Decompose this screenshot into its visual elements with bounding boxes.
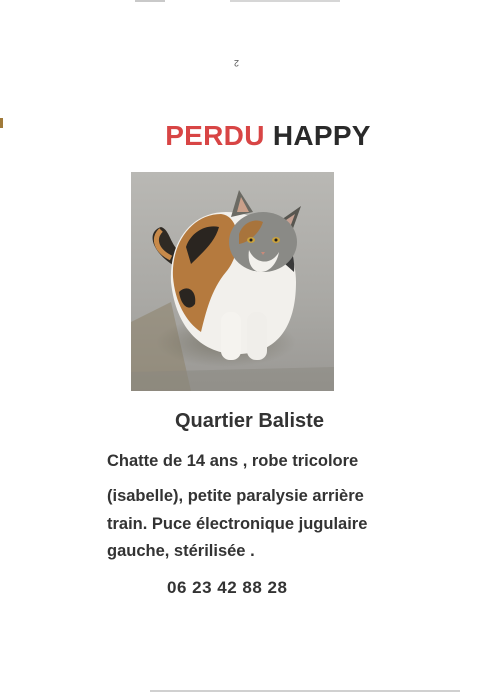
title-cat-name: HAPPY (272, 120, 371, 151)
title-lost: PERDU (165, 120, 265, 151)
scan-edge-line (135, 0, 165, 2)
phone-number: 06 23 42 88 28 (167, 578, 288, 597)
flyer-page: 2 PERDU HAPPY Quartier Baliste Chatte de 14 ans , robe tricolore (isabelle), petite paralysie arrière train. Puce électronique jugulaire gauche, stérilisée . 06 23 42 88 28 (0, 0, 504, 693)
page-number: 2 (234, 58, 240, 68)
scan-edge-line (150, 690, 460, 692)
scan-edge-line (230, 0, 340, 2)
flyer-title (0, 120, 504, 152)
cat-illustration (131, 172, 334, 391)
neighborhood-label: Quartier Baliste (175, 410, 324, 432)
cat-photo (131, 172, 334, 391)
